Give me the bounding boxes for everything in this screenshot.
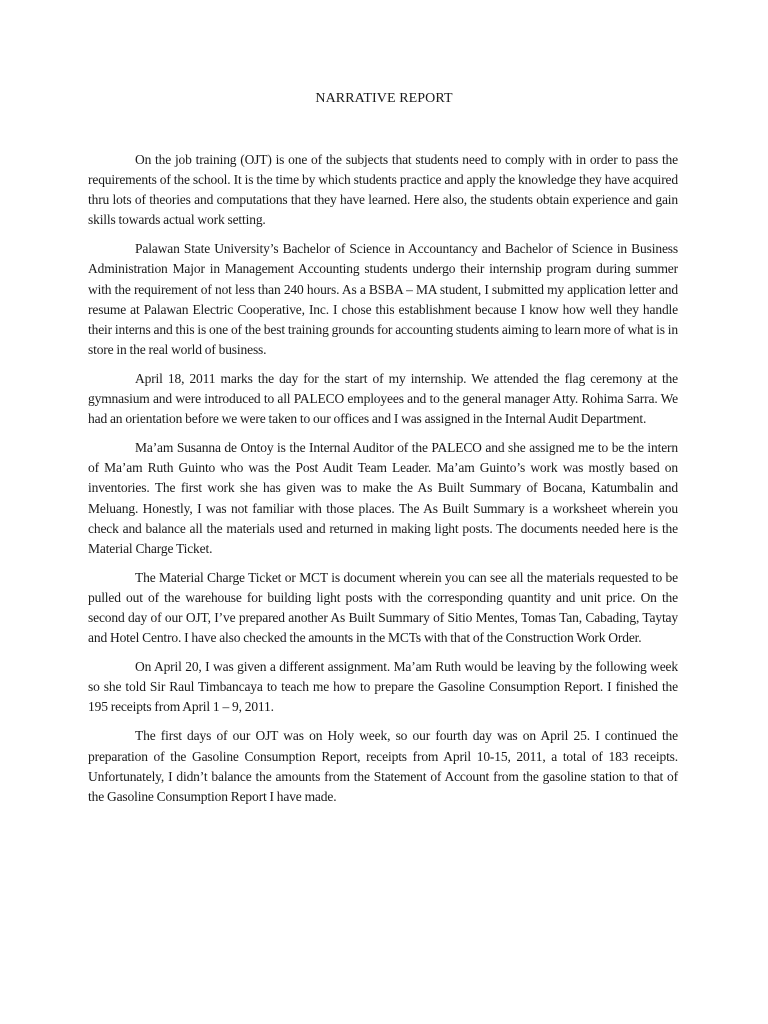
paragraph-first-day: April 18, 2011 marks the day for the start of my internship. We attended the flag ceremony at the gymnasium and were introduced to all PALECO employees and to the general manager Atty. Rohima Sarra. We had an orientation before we were taken to our offices and I was assigned in the Internal Audit Department.: [88, 370, 678, 427]
paragraph-ojt-intro: On the job training (OJT) is one of the subjects that students need to comply with in order to pass the requirements of the school. It is the time by which students practice and apply the knowledge they have acquired thru lots of theories and computations that they have learned. Here also, the students obtain experience and gain skills towards actual work setting.: [88, 152, 678, 228]
document-body: [88, 150, 678, 816]
paragraph-holy-week: The first days of our OJT was on Holy week, so our fourth day was on April 25. I continued the preparation of the Gasoline Consumption Report, receipts from April 10-15, 2011, a total of 183 receipts. Unfortunately, I didn’t balance the amounts from the Statement of Account from the gasoline station to that of the Gasoline Consumption Report I have made.: [88, 728, 678, 804]
paragraph-psu-internship: Palawan State University’s Bachelor of Science in Accountancy and Bachelor of Science in Business Administration Major in Management Accounting students undergo their internship program during summer with the requirement of not less than 240 hours. As a BSBA – MA student, I submitted my application letter and resume at Palawan Electric Cooperative, Inc. I chose this establishment because I know how well they handle their interns and this is one of the best training grounds for accounting students aiming to learn more of what is in store in the real world of business.: [88, 241, 678, 357]
paragraph-gasoline-assignment: On April 20, I was given a different assignment. Ma’am Ruth would be leaving by the following week so she told Sir Raul Timbancaya to teach me how to prepare the Gasoline Consumption Report. I finished the 195 receipts from April 1 – 9, 2011.: [88, 659, 678, 715]
paragraph-as-built-summary: Ma’am Susanna de Ontoy is the Internal Auditor of the PALECO and she assigned me to be the intern of Ma’am Ruth Guinto who was the Post Audit Team Leader. Ma’am Guinto’s work was mostly based on inventories. The first work she has given was to make the As Built Summary of Bocana, Katumbalin and Meluang. Honestly, I was not familiar with those places. The As Built Summary is a worksheet wherein you check and balance all the materials used and returned in making light posts. The documents needed here is the Material Charge Ticket.: [88, 440, 678, 556]
paragraph-material-charge-ticket: The Material Charge Ticket or MCT is document wherein you can see all the materials requested to be pulled out of the warehouse for building light posts with the corresponding quantity and unit price. On the second day of our OJT, I’ve prepared another As Built Summary of Sitio Mentes, Tomas Tan, Cabading, Taytay and Hotel Centro. I have also checked the amounts in the MCTs with that of the Construction Work Order.: [88, 569, 678, 646]
document-title: NARRATIVE REPORT: [315, 91, 453, 106]
